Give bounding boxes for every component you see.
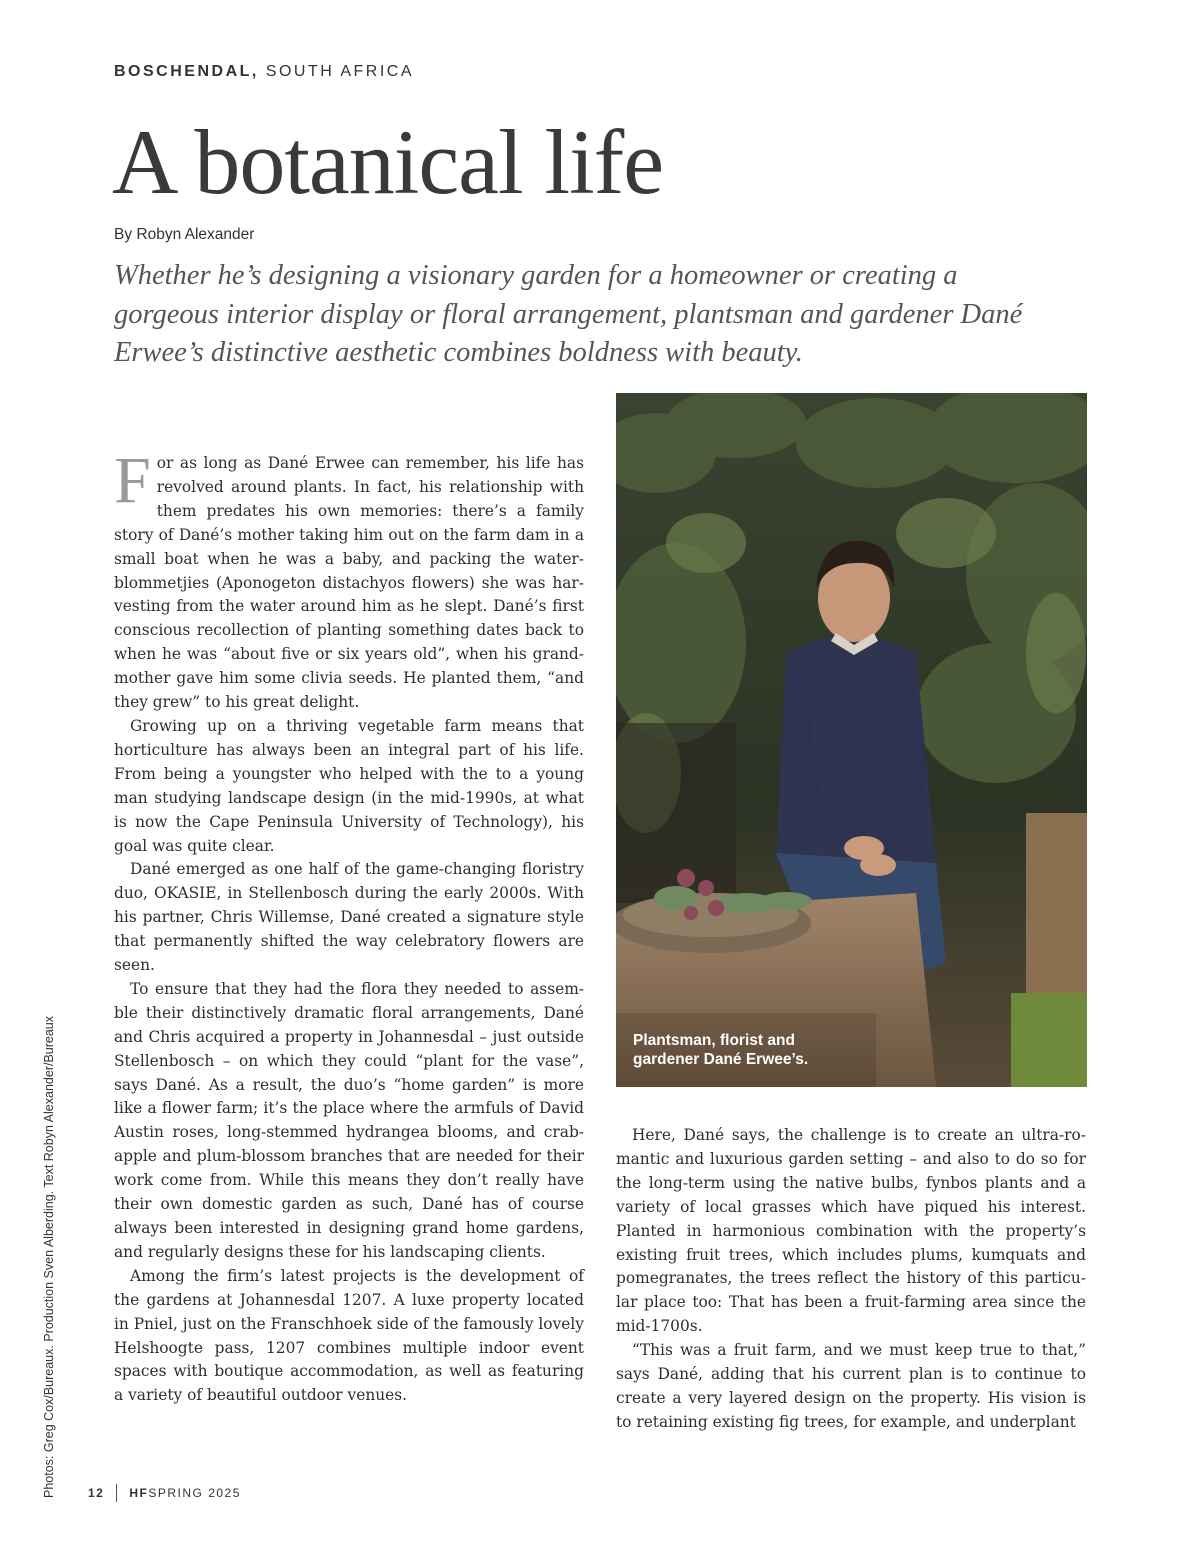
section-kicker — [114, 63, 414, 81]
body-paragraph: Dané emerged as one half of the game-changing floristry duo, OKASIE, in Stellenbosch during the early 2000s. With his partner, Chris Willemse, Dané created a signature style that permanently shifted the way celebratory flowers are seen. — [114, 860, 584, 975]
photo-credits: Photos: Greg Cox/Bureaux. Production Sven Alberding. Text Robyn Alexander/Bureaux — [42, 1015, 56, 1498]
body-paragraph: “This was a fruit farm, and we must keep true to that,” says Dané, adding that his current plan is to continue to create a very layered design on the property. His vision is to retaining existing fig trees, for example, and underplant — [616, 1341, 1086, 1431]
kicker-location-bold: BOSCHENDAL, — [114, 63, 259, 80]
footer-divider — [116, 1484, 117, 1502]
issue-label: SPRING 2025 — [148, 1486, 241, 1500]
kicker-location-rest: SOUTH AFRICA — [265, 63, 415, 80]
photo-caption: Plantsman, florist and gardener Dané Erwee’s. — [633, 1032, 809, 1068]
body-column-left — [114, 444, 584, 1408]
body-paragraph: Among the firm’s latest projects is the development of the gardens at Johannesdal 1207. A luxe property located in Pniel, just on the Franschhoek side of the famously lovely Helshoogte pass, 1207 combines multiple indoor event spaces with boutique accommodation, as well as featuring a variety of beautiful outdoor venues. — [114, 1266, 584, 1405]
body-paragraph: To ensure that they had the flora they needed to assemble their distinctively dramatic floral arrangements, Dané and Chris acquired a property in Johannesdal – just outside Stellenbosch – on which they could “plant for the vase”, says Dané. As a result, the duo’s “home garden” is more like a flower farm; it’s the place where the armfuls of David Austin roses, long-stemmed hydrangea blooms, and crab-apple and plum-blossom branches that are needed for their work come from. While this means they don’t really have their own domestic garden as such, Dané has of course always been interested in designing grand home gardens, and regularly designs these for his landscaping clients. — [114, 979, 584, 1261]
page-number: 12 — [88, 1486, 105, 1500]
body-column-right — [616, 1124, 1086, 1435]
portrait-photo — [616, 393, 1087, 1087]
byline: By Robyn Alexander — [114, 226, 255, 243]
body-paragraph: For as long as Dané Erwee can remember, his life has revolved around plants. In fact, his relationship with them predates his own memories: there’s a family story of Dané’s mother taking him out on the farm dam in a small boat when he was a baby, and packing the waterblommetjies (Aponogeton distachyos flowers) she was harvesting from the water around him as he slept. Dané’s first conscious recollection of planting something dates back to when he was “about five or six years old”, when his grandmother gave him some clivia seeds. He planted them, “and they grew” to his great delight. — [114, 444, 584, 712]
magazine-name: HF — [129, 1486, 149, 1500]
standfirst: Whether he’s designing a visionary garden for a homeowner or creating a gorgeous interior display or floral arrangement, plantsman and gardener Dané Erwee’s distinctive aesthetic combines boldness with beauty. — [114, 260, 1023, 368]
portrait-illustration — [616, 393, 1087, 1087]
body-paragraph: Here, Dané says, the challenge is to create an ultra-romantic and luxurious garden setting – and also to do so for the long-term using the native bulbs, fynbos plants and a variety of local grasses which have piqued his interest. Planted in harmonious combination with the property’s existing fruit trees, which includes plums, kumquats and pomegranates, the trees reflect the history of this particular place too: That has been a fruit-farming area since the mid-1700s. — [616, 1126, 1086, 1336]
drop-cap: F — [114, 444, 151, 517]
article-title: A botanical life — [112, 111, 664, 213]
page-footer — [88, 1484, 241, 1502]
body-paragraph: Growing up on a thriving vegetable farm means that horticulture has always been an integral part of his life. From being a youngster who helped with the to a young man studying landscape design (in the mid-1990s, at what is now the Cape Peninsula University of Technology), his goal was quite clear. — [114, 716, 584, 855]
